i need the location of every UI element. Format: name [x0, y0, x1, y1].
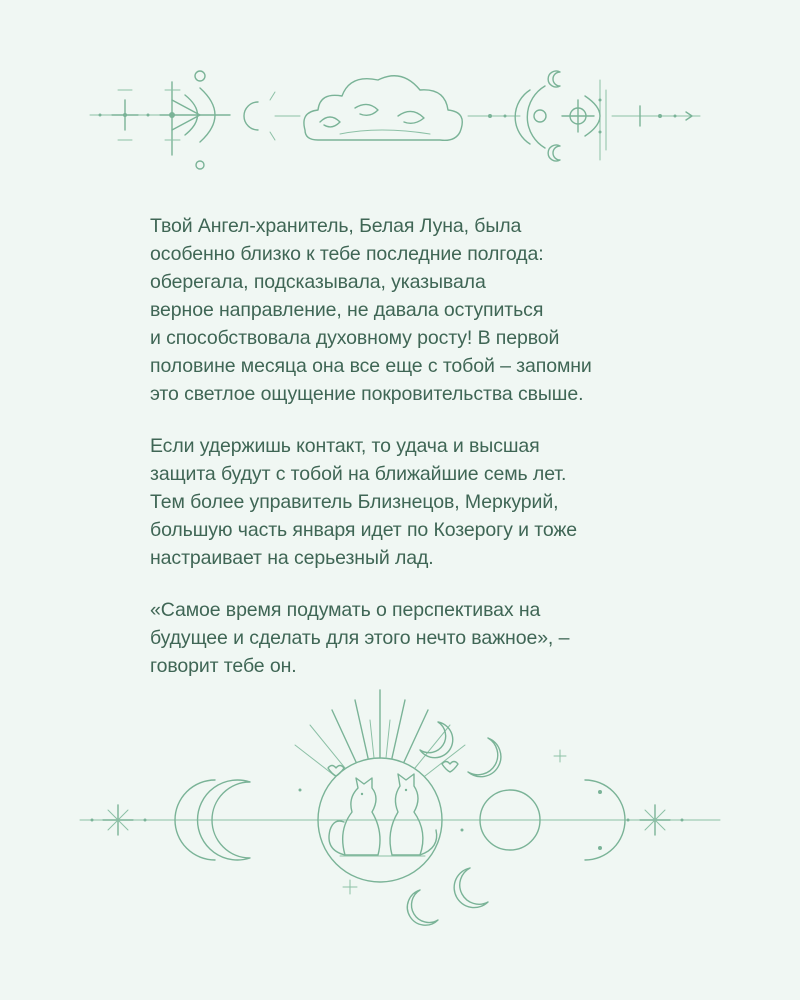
text-line: большую часть января идет по Козерогу и тоже — [150, 519, 578, 541]
paragraph-1 — [150, 212, 670, 408]
text-line: Твой Ангел-хранитель, Белая Луна, была — [150, 215, 522, 237]
text-line: Тем более управитель Близнецов, Меркурий, — [150, 491, 559, 513]
crescent-moon-icon — [454, 868, 488, 908]
heart-icon — [328, 766, 344, 777]
text-line: будущее и сделать для этого нечто важное», – — [150, 627, 570, 649]
crescent-moon-icon — [407, 890, 438, 925]
text-line: это светлое ощущение покровительства свыше. — [150, 383, 584, 405]
cats-icon — [329, 774, 437, 856]
crescent-moon-icon — [420, 722, 453, 758]
text-line: особенно близко к тебе последние полгода: — [150, 243, 544, 265]
sun-rays-icon — [295, 690, 465, 776]
text-line: верное направление, не давала оступиться — [150, 299, 544, 321]
text-line: Если удержишь контакт, то удача и высшая — [150, 435, 540, 457]
text-line: говорит тебе он. — [150, 655, 297, 677]
right-crescent-arc-icon — [468, 71, 560, 161]
paragraph-3 — [150, 596, 670, 680]
text-line: оберегала, подсказывала, указывала — [150, 271, 486, 293]
right-sunburst-icon — [562, 80, 606, 160]
crescent-moon-icon — [468, 738, 501, 777]
text-line: половине месяца она все еще с тобой – запомни — [150, 355, 592, 377]
left-star-cluster-icon — [90, 90, 160, 140]
right-arc-icon — [585, 780, 625, 820]
left-crescent-sun-icon — [244, 92, 300, 140]
celestial-ornament-top-icon — [0, 60, 800, 185]
heart-icon — [442, 762, 458, 773]
text-line: настраивает на серьезный лад. — [150, 547, 434, 569]
paragraph-2 — [150, 432, 670, 572]
right-star-cluster-icon — [612, 106, 700, 126]
left-sunburst-icon — [160, 71, 230, 169]
horoscope-text — [150, 212, 670, 704]
text-line: защита будут с тобой на ближайшие семь лет. — [150, 463, 567, 485]
text-line: «Самое время подумать о перспективах на — [150, 599, 541, 621]
left-arc-icon — [175, 780, 215, 820]
cloud-icon — [304, 76, 462, 141]
text-line: и способствовала духовному росту! В первой — [150, 327, 560, 349]
moon-phases-cats-ornament-icon — [0, 680, 800, 930]
